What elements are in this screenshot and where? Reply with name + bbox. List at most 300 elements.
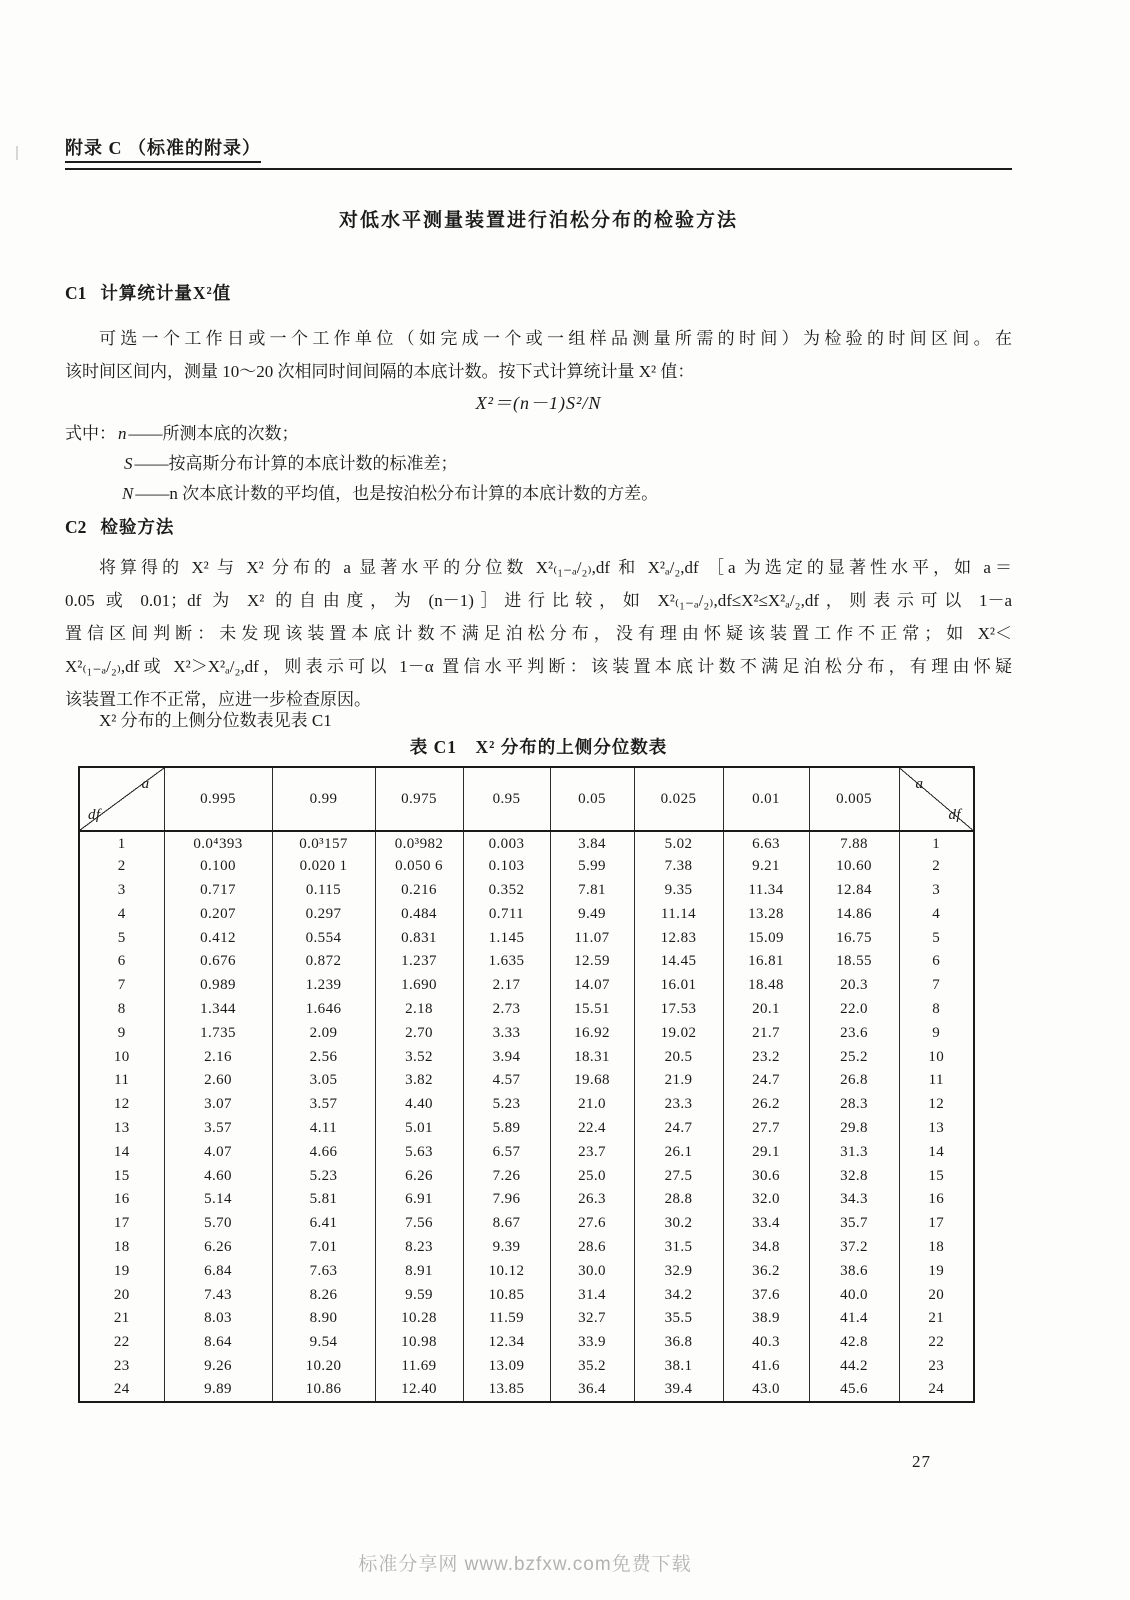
value-cell: 0.831 bbox=[375, 926, 463, 950]
paragraph-line: 0.05 或 0.01；df 为 X² 的自由度，为 (n－1)］进行比较，如 X²₍₁₋ₐ/₂₎,df≤X²≤X²ₐ/₂,df，则表示可以 1－a bbox=[65, 591, 1012, 610]
value-cell: 7.81 bbox=[550, 879, 634, 903]
value-cell: 7.56 bbox=[375, 1212, 463, 1236]
value-cell: 11.59 bbox=[463, 1307, 550, 1331]
value-cell: 28.3 bbox=[809, 1093, 899, 1117]
watermark: 标准分享网 www.bzfxw.com免费下载 bbox=[358, 1554, 692, 1575]
table-row bbox=[79, 1307, 974, 1331]
value-cell: 10.28 bbox=[375, 1307, 463, 1331]
value-cell: 0.717 bbox=[164, 879, 272, 903]
table-row bbox=[79, 1236, 974, 1260]
df-cell-right: 17 bbox=[899, 1212, 974, 1236]
section-c2-number: C2 bbox=[65, 517, 87, 537]
value-cell: 5.89 bbox=[463, 1117, 550, 1141]
value-cell: 4.40 bbox=[375, 1093, 463, 1117]
value-cell: 28.6 bbox=[550, 1236, 634, 1260]
value-cell: 10.85 bbox=[463, 1283, 550, 1307]
value-cell: 0.711 bbox=[463, 902, 550, 926]
value-cell: 26.2 bbox=[723, 1093, 809, 1117]
value-cell: 29.8 bbox=[809, 1117, 899, 1141]
value-cell: 16.92 bbox=[550, 1021, 634, 1045]
value-cell: 1.344 bbox=[164, 998, 272, 1022]
df-cell-left: 14 bbox=[113, 1143, 130, 1160]
value-cell: 4.60 bbox=[164, 1164, 272, 1188]
corner-cell-right bbox=[899, 767, 974, 831]
table-row bbox=[79, 1093, 974, 1117]
value-cell: 5.01 bbox=[375, 1117, 463, 1141]
value-cell: 0.216 bbox=[375, 879, 463, 903]
column-header: 0.975 bbox=[375, 767, 463, 831]
table-row bbox=[79, 1069, 974, 1093]
table-row bbox=[79, 1188, 974, 1212]
df-cell-right: 14 bbox=[899, 1140, 974, 1164]
value-cell: 0.297 bbox=[272, 902, 375, 926]
value-cell: 0.0³157 bbox=[272, 831, 375, 855]
value-cell: 0.0⁴393 bbox=[164, 831, 272, 855]
value-cell: 24.7 bbox=[634, 1117, 723, 1141]
df-cell-right: 10 bbox=[899, 1045, 974, 1069]
value-cell: 10.98 bbox=[375, 1331, 463, 1355]
value-cell: 2.73 bbox=[463, 998, 550, 1022]
df-cell-right: 7 bbox=[899, 974, 974, 998]
value-cell: 7.01 bbox=[272, 1236, 375, 1260]
value-cell: 9.49 bbox=[550, 902, 634, 926]
value-cell: 6.84 bbox=[164, 1259, 272, 1283]
value-cell: 27.5 bbox=[634, 1164, 723, 1188]
value-cell: 1.646 bbox=[272, 998, 375, 1022]
appendix-label: 附录 C （标准的附录） bbox=[65, 138, 261, 163]
value-cell: 8.67 bbox=[463, 1212, 550, 1236]
value-cell: 1.239 bbox=[272, 974, 375, 998]
value-cell: 18.48 bbox=[723, 974, 809, 998]
df-cell-right: 11 bbox=[899, 1069, 974, 1093]
value-cell: 0.989 bbox=[164, 974, 272, 998]
section-c2-heading bbox=[65, 514, 174, 539]
value-cell: 35.5 bbox=[634, 1307, 723, 1331]
value-cell: 0.020 1 bbox=[272, 855, 375, 879]
see-table-note: X² 分布的上侧分位数表见表 C1 bbox=[99, 711, 332, 730]
df-cell-left: 2 bbox=[117, 858, 126, 875]
value-cell: 10.60 bbox=[809, 855, 899, 879]
value-cell: 2.70 bbox=[375, 1021, 463, 1045]
df-cell-left: 6 bbox=[117, 953, 126, 970]
value-cell: 36.4 bbox=[550, 1378, 634, 1402]
table-row bbox=[79, 1355, 974, 1379]
df-cell-right: 4 bbox=[899, 902, 974, 926]
table-row bbox=[79, 879, 974, 903]
value-cell: 38.1 bbox=[634, 1355, 723, 1379]
doc-title: 对低水平测量装置进行泊松分布的检验方法 bbox=[338, 210, 738, 231]
value-cell: 7.26 bbox=[463, 1164, 550, 1188]
value-cell: 23.7 bbox=[550, 1140, 634, 1164]
where-item bbox=[65, 419, 299, 449]
value-cell: 14.45 bbox=[634, 950, 723, 974]
corner-df-label: df bbox=[88, 807, 101, 823]
table-row bbox=[79, 1331, 974, 1355]
value-cell: 34.2 bbox=[634, 1283, 723, 1307]
df-cell-right: 15 bbox=[899, 1164, 974, 1188]
df-cell-left: 22 bbox=[113, 1334, 130, 1351]
value-cell: 3.52 bbox=[375, 1045, 463, 1069]
df-cell-left: 20 bbox=[113, 1286, 130, 1303]
value-cell: 1.237 bbox=[375, 950, 463, 974]
value-cell: 39.4 bbox=[634, 1378, 723, 1402]
symbol-capital-n: N bbox=[122, 484, 134, 503]
value-cell: 34.8 bbox=[723, 1236, 809, 1260]
value-cell: 5.23 bbox=[463, 1093, 550, 1117]
value-cell: 0.207 bbox=[164, 902, 272, 926]
df-cell-left: 4 bbox=[117, 905, 126, 922]
table-row bbox=[79, 1378, 974, 1402]
value-cell: 31.4 bbox=[550, 1283, 634, 1307]
value-cell: 29.1 bbox=[723, 1140, 809, 1164]
df-cell-left: 24 bbox=[113, 1381, 130, 1398]
value-cell: 41.4 bbox=[809, 1307, 899, 1331]
corner-a-label: a bbox=[141, 776, 150, 792]
value-cell: 11.14 bbox=[634, 902, 723, 926]
table-row bbox=[79, 950, 974, 974]
value-cell: 9.89 bbox=[164, 1378, 272, 1402]
value-cell: 9.35 bbox=[634, 879, 723, 903]
value-cell: 14.86 bbox=[809, 902, 899, 926]
column-header: 0.05 bbox=[550, 767, 634, 831]
value-cell: 16.01 bbox=[634, 974, 723, 998]
scan-artifact bbox=[16, 146, 18, 160]
df-cell-left: 1 bbox=[117, 836, 126, 853]
value-cell: 20.3 bbox=[809, 974, 899, 998]
value-cell: 38.6 bbox=[809, 1259, 899, 1283]
value-cell: 23.3 bbox=[634, 1093, 723, 1117]
value-cell: 6.26 bbox=[164, 1236, 272, 1260]
value-cell: 27.7 bbox=[723, 1117, 809, 1141]
value-cell: 1.145 bbox=[463, 926, 550, 950]
value-cell: 30.6 bbox=[723, 1164, 809, 1188]
value-cell: 0.050 6 bbox=[375, 855, 463, 879]
value-cell: 5.23 bbox=[272, 1164, 375, 1188]
value-cell: 26.1 bbox=[634, 1140, 723, 1164]
value-cell: 5.02 bbox=[634, 831, 723, 855]
value-cell: 31.3 bbox=[809, 1140, 899, 1164]
where-desc: ——n 次本底计数的平均值，也是按泊松分布计算的本底计数的方差。 bbox=[135, 484, 659, 503]
appendix-header bbox=[65, 134, 1012, 170]
df-cell-left: 10 bbox=[113, 1048, 130, 1065]
value-cell: 33.4 bbox=[723, 1212, 809, 1236]
value-cell: 45.6 bbox=[809, 1378, 899, 1402]
value-cell: 6.91 bbox=[375, 1188, 463, 1212]
value-cell: 30.2 bbox=[634, 1212, 723, 1236]
table-body bbox=[79, 831, 974, 1402]
value-cell: 32.8 bbox=[809, 1164, 899, 1188]
value-cell: 3.84 bbox=[550, 831, 634, 855]
value-cell: 10.12 bbox=[463, 1259, 550, 1283]
value-cell: 26.3 bbox=[550, 1188, 634, 1212]
value-cell: 14.07 bbox=[550, 974, 634, 998]
value-cell: 6.26 bbox=[375, 1164, 463, 1188]
value-cell: 0.352 bbox=[463, 879, 550, 903]
value-cell: 0.872 bbox=[272, 950, 375, 974]
value-cell: 0.412 bbox=[164, 926, 272, 950]
value-cell: 8.64 bbox=[164, 1331, 272, 1355]
value-cell: 0.100 bbox=[164, 855, 272, 879]
df-cell-left: 16 bbox=[113, 1191, 130, 1208]
table-row bbox=[79, 1045, 974, 1069]
c1-paragraph bbox=[65, 322, 1012, 388]
value-cell: 1.735 bbox=[164, 1021, 272, 1045]
table-row bbox=[79, 998, 974, 1022]
value-cell: 30.0 bbox=[550, 1259, 634, 1283]
value-cell: 12.34 bbox=[463, 1331, 550, 1355]
value-cell: 0.484 bbox=[375, 902, 463, 926]
df-cell-right: 22 bbox=[899, 1331, 974, 1355]
value-cell: 12.40 bbox=[375, 1378, 463, 1402]
value-cell: 15.09 bbox=[723, 926, 809, 950]
df-cell-right: 19 bbox=[899, 1259, 974, 1283]
df-cell-right: 24 bbox=[899, 1378, 974, 1402]
value-cell: 10.86 bbox=[272, 1378, 375, 1402]
value-cell: 0.115 bbox=[272, 879, 375, 903]
value-cell: 2.09 bbox=[272, 1021, 375, 1045]
value-cell: 20.1 bbox=[723, 998, 809, 1022]
value-cell: 0.003 bbox=[463, 831, 550, 855]
value-cell: 9.26 bbox=[164, 1355, 272, 1379]
page-number: 27 bbox=[912, 1452, 931, 1471]
value-cell: 12.84 bbox=[809, 879, 899, 903]
value-cell: 15.51 bbox=[550, 998, 634, 1022]
value-cell: 16.75 bbox=[809, 926, 899, 950]
df-cell-right: 20 bbox=[899, 1283, 974, 1307]
where-label: 式中： bbox=[65, 424, 116, 443]
value-cell: 21.7 bbox=[723, 1021, 809, 1045]
value-cell: 3.57 bbox=[164, 1117, 272, 1141]
corner-a-label: a bbox=[915, 776, 924, 792]
table-row bbox=[79, 1021, 974, 1045]
df-cell-right: 13 bbox=[899, 1117, 974, 1141]
value-cell: 35.7 bbox=[809, 1212, 899, 1236]
table-caption: 表 C1 X² 分布的上侧分位数表 bbox=[409, 737, 668, 757]
table-row bbox=[79, 831, 974, 855]
value-cell: 13.28 bbox=[723, 902, 809, 926]
value-cell: 43.0 bbox=[723, 1378, 809, 1402]
value-cell: 9.21 bbox=[723, 855, 809, 879]
value-cell: 2.60 bbox=[164, 1069, 272, 1093]
value-cell: 3.57 bbox=[272, 1093, 375, 1117]
value-cell: 6.57 bbox=[463, 1140, 550, 1164]
value-cell: 40.0 bbox=[809, 1283, 899, 1307]
table-row bbox=[79, 1140, 974, 1164]
value-cell: 7.43 bbox=[164, 1283, 272, 1307]
value-cell: 33.9 bbox=[550, 1331, 634, 1355]
value-cell: 23.2 bbox=[723, 1045, 809, 1069]
value-cell: 37.6 bbox=[723, 1283, 809, 1307]
value-cell: 2.17 bbox=[463, 974, 550, 998]
value-cell: 7.88 bbox=[809, 831, 899, 855]
df-cell-left: 18 bbox=[113, 1238, 130, 1255]
value-cell: 8.23 bbox=[375, 1236, 463, 1260]
value-cell: 13.85 bbox=[463, 1378, 550, 1402]
value-cell: 8.03 bbox=[164, 1307, 272, 1331]
df-cell-left: 8 bbox=[117, 1000, 126, 1017]
value-cell: 25.2 bbox=[809, 1045, 899, 1069]
value-cell: 1.635 bbox=[463, 950, 550, 974]
symbol-s: S bbox=[124, 454, 133, 473]
column-header: 0.01 bbox=[723, 767, 809, 831]
value-cell: 10.20 bbox=[272, 1355, 375, 1379]
df-cell-left: 17 bbox=[113, 1215, 130, 1232]
value-cell: 2.16 bbox=[164, 1045, 272, 1069]
value-cell: 11.34 bbox=[723, 879, 809, 903]
value-cell: 36.2 bbox=[723, 1259, 809, 1283]
value-cell: 21.9 bbox=[634, 1069, 723, 1093]
value-cell: 3.07 bbox=[164, 1093, 272, 1117]
value-cell: 12.59 bbox=[550, 950, 634, 974]
df-cell-right: 23 bbox=[899, 1355, 974, 1379]
paragraph-line: X²₍₁₋ₐ/₂₎,df或 X²＞X²ₐ/₂,df，则表示可以 1－α 置信水平判断：该装置本底计数不满足泊松分布，有理由怀疑 bbox=[65, 657, 1012, 676]
value-cell: 8.90 bbox=[272, 1307, 375, 1331]
value-cell: 26.8 bbox=[809, 1069, 899, 1093]
df-cell-right: 1 bbox=[899, 831, 974, 855]
value-cell: 38.9 bbox=[723, 1307, 809, 1331]
paragraph-line: 该时间区间内，测量 10～20 次相同时间间隔的本底计数。按下式计算统计量 X² 值： bbox=[65, 362, 695, 381]
value-cell: 36.8 bbox=[634, 1331, 723, 1355]
table-row bbox=[79, 974, 974, 998]
value-cell: 12.83 bbox=[634, 926, 723, 950]
value-cell: 35.2 bbox=[550, 1355, 634, 1379]
c2-paragraph bbox=[65, 551, 1012, 716]
df-cell-right: 3 bbox=[899, 879, 974, 903]
where-item bbox=[122, 449, 458, 479]
table-row bbox=[79, 1283, 974, 1307]
value-cell: 5.99 bbox=[550, 855, 634, 879]
value-cell: 23.6 bbox=[809, 1021, 899, 1045]
value-cell: 13.09 bbox=[463, 1355, 550, 1379]
df-cell-right: 9 bbox=[899, 1021, 974, 1045]
value-cell: 2.18 bbox=[375, 998, 463, 1022]
value-cell: 20.5 bbox=[634, 1045, 723, 1069]
value-cell: 28.8 bbox=[634, 1188, 723, 1212]
column-header: 0.95 bbox=[463, 767, 550, 831]
value-cell: 19.02 bbox=[634, 1021, 723, 1045]
df-cell-left: 5 bbox=[117, 929, 126, 946]
value-cell: 5.63 bbox=[375, 1140, 463, 1164]
df-cell-left: 15 bbox=[113, 1167, 130, 1184]
value-cell: 40.3 bbox=[723, 1331, 809, 1355]
value-cell: 2.56 bbox=[272, 1045, 375, 1069]
value-cell: 24.7 bbox=[723, 1069, 809, 1093]
df-cell-left: 23 bbox=[113, 1357, 130, 1374]
table-row bbox=[79, 1212, 974, 1236]
paragraph-line: 该装置工作不正常，应进一步检查原因。 bbox=[65, 690, 371, 709]
value-cell: 0.103 bbox=[463, 855, 550, 879]
value-cell: 16.81 bbox=[723, 950, 809, 974]
table-row bbox=[79, 1117, 974, 1141]
table-row bbox=[79, 1164, 974, 1188]
value-cell: 22.0 bbox=[809, 998, 899, 1022]
value-cell: 19.68 bbox=[550, 1069, 634, 1093]
where-desc: ——所测本底的次数； bbox=[128, 424, 299, 443]
section-c1-heading bbox=[65, 280, 231, 305]
value-cell: 8.26 bbox=[272, 1283, 375, 1307]
df-cell-right: 5 bbox=[899, 926, 974, 950]
df-cell-left: 21 bbox=[113, 1310, 130, 1327]
value-cell: 0.0³982 bbox=[375, 831, 463, 855]
value-cell: 5.81 bbox=[272, 1188, 375, 1212]
value-cell: 37.2 bbox=[809, 1236, 899, 1260]
value-cell: 8.91 bbox=[375, 1259, 463, 1283]
table-row bbox=[79, 1259, 974, 1283]
value-cell: 6.63 bbox=[723, 831, 809, 855]
section-c2-title: 检验方法 bbox=[100, 517, 175, 537]
value-cell: 3.05 bbox=[272, 1069, 375, 1093]
chi-square-table bbox=[78, 766, 975, 1403]
value-cell: 3.94 bbox=[463, 1045, 550, 1069]
value-cell: 41.6 bbox=[723, 1355, 809, 1379]
df-cell-right: 18 bbox=[899, 1236, 974, 1260]
df-cell-left: 19 bbox=[113, 1262, 130, 1279]
df-cell-right: 21 bbox=[899, 1307, 974, 1331]
value-cell: 42.8 bbox=[809, 1331, 899, 1355]
value-cell: 31.5 bbox=[634, 1236, 723, 1260]
column-header: 0.99 bbox=[272, 767, 375, 831]
section-c1-title: 计算统计量X²值 bbox=[100, 283, 232, 303]
df-cell-right: 12 bbox=[899, 1093, 974, 1117]
where-item bbox=[120, 479, 658, 509]
value-cell: 5.14 bbox=[164, 1188, 272, 1212]
value-cell: 4.66 bbox=[272, 1140, 375, 1164]
table-row bbox=[79, 926, 974, 950]
value-cell: 44.2 bbox=[809, 1355, 899, 1379]
table-row bbox=[79, 855, 974, 879]
symbol-n: n bbox=[118, 424, 127, 443]
value-cell: 9.59 bbox=[375, 1283, 463, 1307]
value-cell: 7.63 bbox=[272, 1259, 375, 1283]
value-cell: 0.676 bbox=[164, 950, 272, 974]
chi-square-formula: X²＝(n－1)S²/N bbox=[475, 393, 602, 413]
column-header: 0.025 bbox=[634, 767, 723, 831]
value-cell: 34.3 bbox=[809, 1188, 899, 1212]
value-cell: 5.70 bbox=[164, 1212, 272, 1236]
value-cell: 4.11 bbox=[272, 1117, 375, 1141]
section-c1-number: C1 bbox=[65, 283, 87, 303]
value-cell: 6.41 bbox=[272, 1212, 375, 1236]
value-cell: 18.31 bbox=[550, 1045, 634, 1069]
value-cell: 32.7 bbox=[550, 1307, 634, 1331]
value-cell: 0.554 bbox=[272, 926, 375, 950]
column-header: 0.005 bbox=[809, 767, 899, 831]
value-cell: 11.69 bbox=[375, 1355, 463, 1379]
value-cell: 27.6 bbox=[550, 1212, 634, 1236]
value-cell: 32.9 bbox=[634, 1259, 723, 1283]
df-cell-right: 2 bbox=[899, 855, 974, 879]
df-cell-right: 16 bbox=[899, 1188, 974, 1212]
column-header: 0.995 bbox=[164, 767, 272, 831]
df-cell-left: 12 bbox=[113, 1096, 130, 1113]
value-cell: 9.54 bbox=[272, 1331, 375, 1355]
value-cell: 18.55 bbox=[809, 950, 899, 974]
paragraph-line: 置信区间判断：未发现该装置本底计数不满足泊松分布，没有理由怀疑该装置工作不正常；如 X²＜ bbox=[65, 624, 1012, 643]
value-cell: 4.07 bbox=[164, 1140, 272, 1164]
paragraph-line: 将算得的 X² 与 X² 分布的 a 显著水平的分位数 X²₍₁₋ₐ/₂₎,df 和 X²ₐ/₂,df ［a 为选定的显著性水平，如 a＝ bbox=[99, 558, 1012, 577]
df-cell-right: 6 bbox=[899, 950, 974, 974]
table-header-row bbox=[79, 767, 974, 831]
value-cell: 22.4 bbox=[550, 1117, 634, 1141]
value-cell: 7.96 bbox=[463, 1188, 550, 1212]
value-cell: 3.33 bbox=[463, 1021, 550, 1045]
df-cell-left: 9 bbox=[117, 1024, 126, 1041]
df-cell-right: 8 bbox=[899, 998, 974, 1022]
paragraph-line: 可选一个工作日或一个工作单位（如完成一个或一组样品测量所需的时间）为检验的时间区间。在 bbox=[99, 329, 1012, 348]
df-cell-left: 11 bbox=[114, 1072, 130, 1089]
corner-df-label: df bbox=[948, 807, 961, 823]
value-cell: 32.0 bbox=[723, 1188, 809, 1212]
